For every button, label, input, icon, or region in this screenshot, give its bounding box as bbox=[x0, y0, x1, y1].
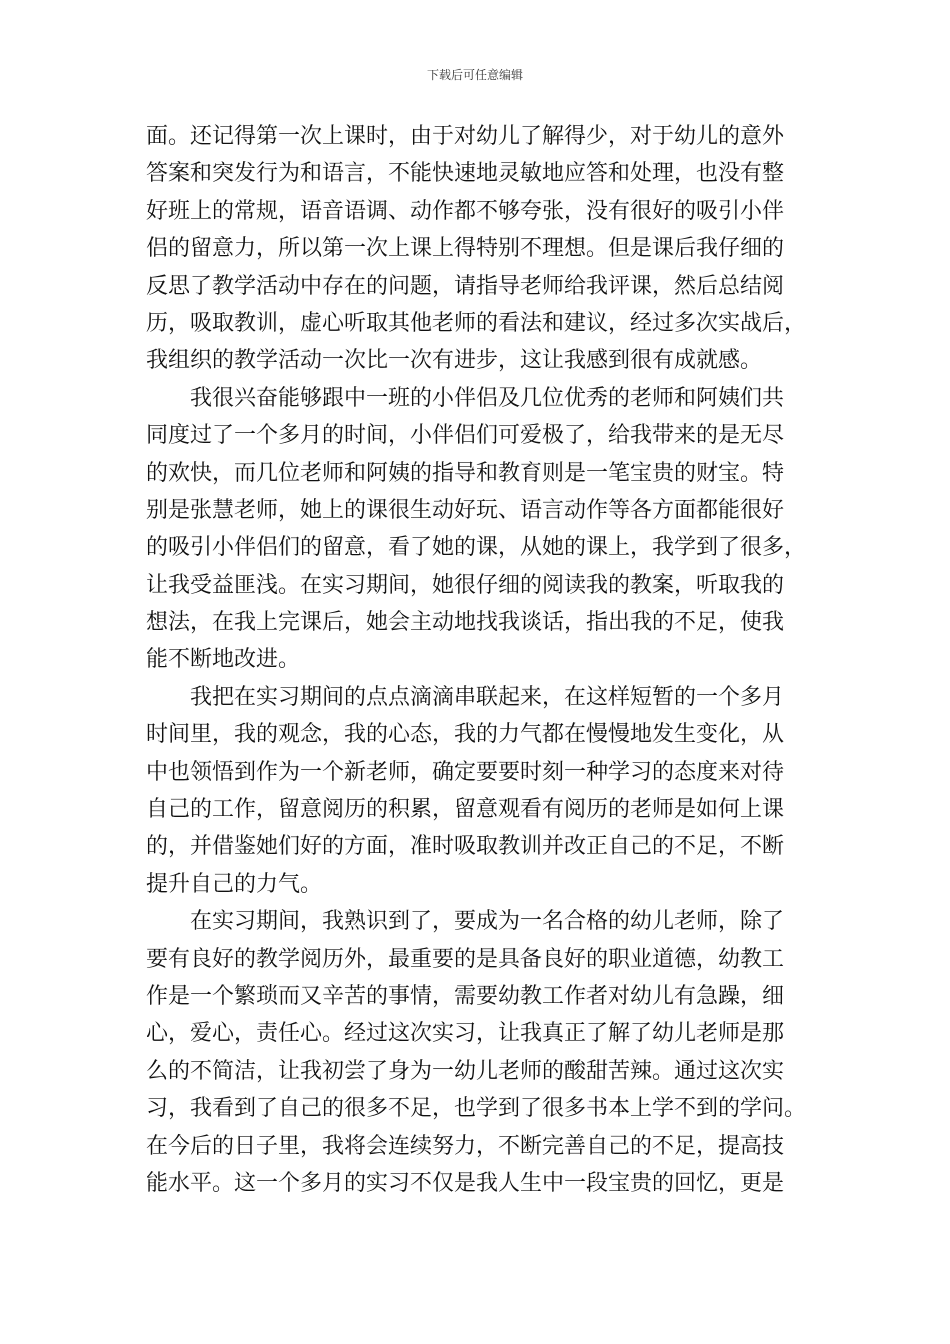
text-line: 心，爱心，责任心。经过这次实习，让我真正了解了幼儿老师是那 bbox=[146, 1021, 785, 1047]
text-line: 的，并借鉴她们好的方面，准时吸取教训并改正自己的不足，不断 bbox=[146, 834, 785, 860]
text-line: 别是张慧老师，她上的课很生动好玩、语言动作等各方面都能很好 bbox=[146, 497, 785, 523]
text-line: 我把在实习期间的点点滴滴串联起来，在这样短暂的一个多月 bbox=[190, 684, 785, 710]
text-line: 我很兴奋能够跟中一班的小伴侣及几位优秀的老师和阿姨们共 bbox=[190, 385, 785, 411]
text-line: 时间里，我的观念，我的心态，我的力气都在慢慢地发生变化，从 bbox=[146, 722, 785, 748]
text-line: 能不断地改进。 bbox=[146, 647, 301, 673]
body-text bbox=[146, 118, 822, 1202]
text-line: 反思了教学活动中存在的问题，请指导老师给我评课，然后总结阅 bbox=[146, 273, 785, 299]
text-line: 我组织的教学活动一次比一次有进步，这让我感到很有成就感。 bbox=[146, 348, 763, 374]
text-line: 要有良好的教学阅历外，最重要的是具备良好的职业道德，幼教工 bbox=[146, 946, 785, 972]
text-line: 习，我看到了自己的很多不足，也学到了很多书本上学不到的学问。 bbox=[146, 1096, 807, 1122]
text-line: 作是一个繁琐而又辛苦的事情，需要幼教工作者对幼儿有急躁，细 bbox=[146, 983, 785, 1009]
text-line: 么的不简洁，让我初尝了身为一幼儿老师的酸甜苦辣。通过这次实 bbox=[146, 1058, 785, 1084]
text-line: 历，吸取教训，虚心听取其他老师的看法和建议，经过多次实战后， bbox=[146, 310, 807, 336]
text-line: 提升自己的力气。 bbox=[146, 871, 323, 897]
text-line: 能水平。这一个多月的实习不仅是我人生中一段宝贵的回忆，更是 bbox=[146, 1170, 785, 1196]
text-line: 自己的工作，留意阅历的积累，留意观看有阅历的老师是如何上课 bbox=[146, 797, 785, 823]
text-line: 在实习期间，我熟识到了，要成为一名合格的幼儿老师，除了 bbox=[190, 909, 785, 935]
text-line: 在今后的日子里，我将会连续努力，不断完善自己的不足，提高技 bbox=[146, 1133, 785, 1159]
text-line: 侣的留意力，所以第一次上课上得特别不理想。但是课后我仔细的 bbox=[146, 236, 785, 262]
text-line: 面。还记得第一次上课时，由于对幼儿了解得少，对于幼儿的意外 bbox=[146, 124, 785, 149]
text-line: 答案和突发行为和语言，不能快速地灵敏地应答和处理，也没有整 bbox=[146, 161, 785, 187]
text-line: 的吸引小伴侣们的留意，看了她的课，从她的课上，我学到了很多， bbox=[146, 535, 807, 561]
page-header: 下载后可任意编辑 bbox=[426, 68, 523, 82]
text-line: 想法，在我上完课后，她会主动地找我谈话，指出我的不足，使我 bbox=[146, 610, 785, 636]
text-line: 好班上的常规，语音语调、动作都不够夸张，没有很好的吸引小伴 bbox=[146, 198, 785, 224]
text-line: 中也领悟到作为一个新老师，确定要要时刻一种学习的态度来对待 bbox=[146, 759, 785, 785]
text-line: 让我受益匪浅。在实习期间，她很仔细的阅读我的教案，听取我的 bbox=[146, 572, 785, 598]
text-line: 的欢快，而几位老师和阿姨的指导和教育则是一笔宝贵的财宝。特 bbox=[146, 460, 785, 486]
text-line: 同度过了一个多月的时间，小伴侣们可爱极了，给我带来的是无尽 bbox=[146, 423, 785, 449]
